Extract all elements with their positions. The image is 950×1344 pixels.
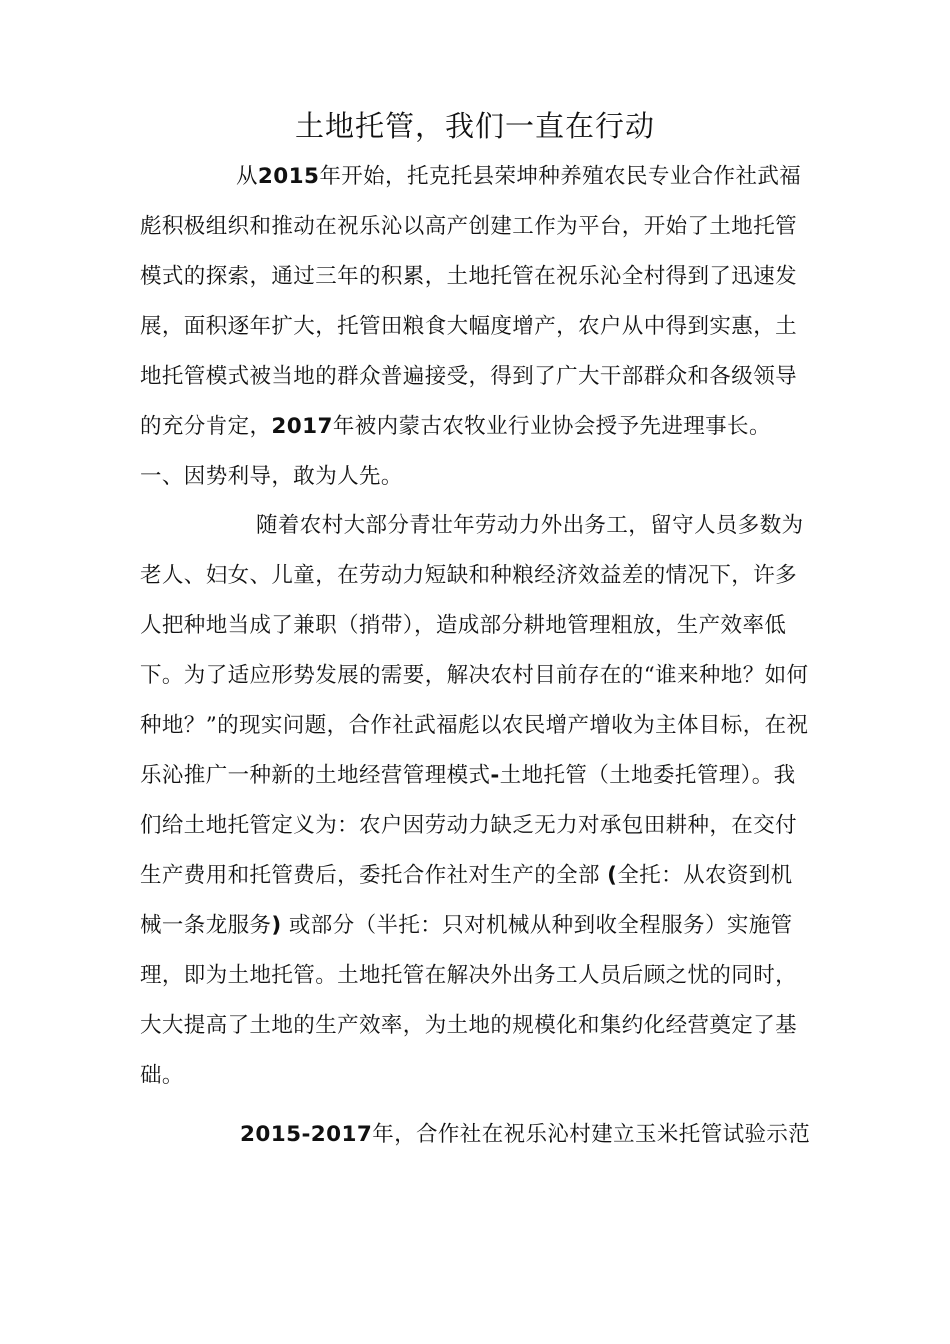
text-run: 础。 xyxy=(140,1063,184,1088)
text-run: 模式的探索，通过三年的积累，土地托管在祝乐沁全村得到了迅速发 xyxy=(140,264,798,289)
text-run: - xyxy=(490,763,500,788)
text-run: 从 xyxy=(236,164,258,189)
paragraph-line xyxy=(140,811,830,841)
text-run: 人把种地当成了兼职（捎带），造成部分耕地管理粗放，生产效率低 xyxy=(140,613,787,638)
document-title: 土地托管，我们一直在行动 xyxy=(294,109,655,143)
paragraph-line xyxy=(140,262,830,292)
text-run: 种地？”的现实问题，合作社武福彪以农民增产增收为主体目标，在祝 xyxy=(140,713,809,738)
number-run: 2015 xyxy=(257,164,320,189)
text-run: 大大提高了土地的生产效率，为土地的规模化和集约化经营奠定了基 xyxy=(140,1013,798,1038)
paragraph-line xyxy=(140,412,830,442)
paragraph-line xyxy=(140,212,830,242)
number-run: 2015-2017 xyxy=(240,1122,373,1147)
text-run: 年，合作社在祝乐沁村建立玉米托管试验示范 xyxy=(372,1122,811,1147)
text-run: 乐沁推广一种新的土地经营管理模式 xyxy=(140,763,491,788)
text-run: 或部分（半托：只对机械从种到收全程服务）实施管 xyxy=(288,913,793,938)
text-run: 年被内蒙古农牧业行业协会授予先进理事长。 xyxy=(332,414,771,439)
paragraph-line xyxy=(140,961,830,991)
text-run: 彪积极组织和推动在祝乐沁以高产创建工作为平台，开始了土地托管 xyxy=(140,214,798,239)
paragraph-line xyxy=(140,611,830,641)
paragraph-line xyxy=(140,312,830,342)
text-run: 一、因势利导，敢为人先。 xyxy=(140,464,403,489)
text-run: 下。为了适应形势发展的需要，解决农村目前存在的“谁来种地？如何 xyxy=(140,663,809,688)
text-run: 老人、妇女、儿童，在劳动力短缺和种粮经济效益差的情况下，许多 xyxy=(140,563,798,588)
paragraph-line xyxy=(140,1011,830,1041)
text-run: 理，即为土地托管。土地托管在解决外出务工人员后顾之忧的同时， xyxy=(140,963,798,988)
text-run: 生产费用和托管费后，委托合作社对生产的全部 xyxy=(140,863,600,888)
text-run: 械一条龙服务 xyxy=(140,913,272,938)
number-run: 2017 xyxy=(271,414,333,439)
paragraph-line xyxy=(256,511,946,541)
text-run: 地托管模式被当地的群众普遍接受，得到了广大干部群众和各级领导 xyxy=(140,364,798,389)
text-run: 们给土地托管定义为：农户因劳动力缺乏无力对承包田耕种，在交付 xyxy=(140,813,798,838)
text-run: ( xyxy=(607,863,618,888)
section-heading xyxy=(140,462,830,492)
paragraph-line xyxy=(140,561,830,591)
text-run: ) xyxy=(271,913,282,938)
text-run: 随着农村大部分青壮年劳动力外出务工，留守人员多数为 xyxy=(256,513,804,538)
paragraph-line xyxy=(140,362,830,392)
text-run: 的充分肯定， xyxy=(140,414,272,439)
paragraph-line xyxy=(236,162,926,192)
paragraph-line xyxy=(140,761,830,791)
paragraph-line xyxy=(140,1061,830,1091)
paragraph-line xyxy=(140,861,830,891)
text-run: 土地托管（土地委托管理）。我 xyxy=(499,763,796,788)
text-run: 全托：从农资到机 xyxy=(617,863,793,888)
paragraph-line xyxy=(140,911,830,941)
paragraph-line xyxy=(140,711,830,741)
text-run: 展，面积逐年扩大，托管田粮食大幅度增产，农户从中得到实惠，土 xyxy=(140,314,798,339)
paragraph-line xyxy=(140,661,830,691)
text-run: 年开始，托克托县荣坤种养殖农民专业合作社武福 xyxy=(319,164,802,189)
paragraph-line xyxy=(240,1120,930,1150)
